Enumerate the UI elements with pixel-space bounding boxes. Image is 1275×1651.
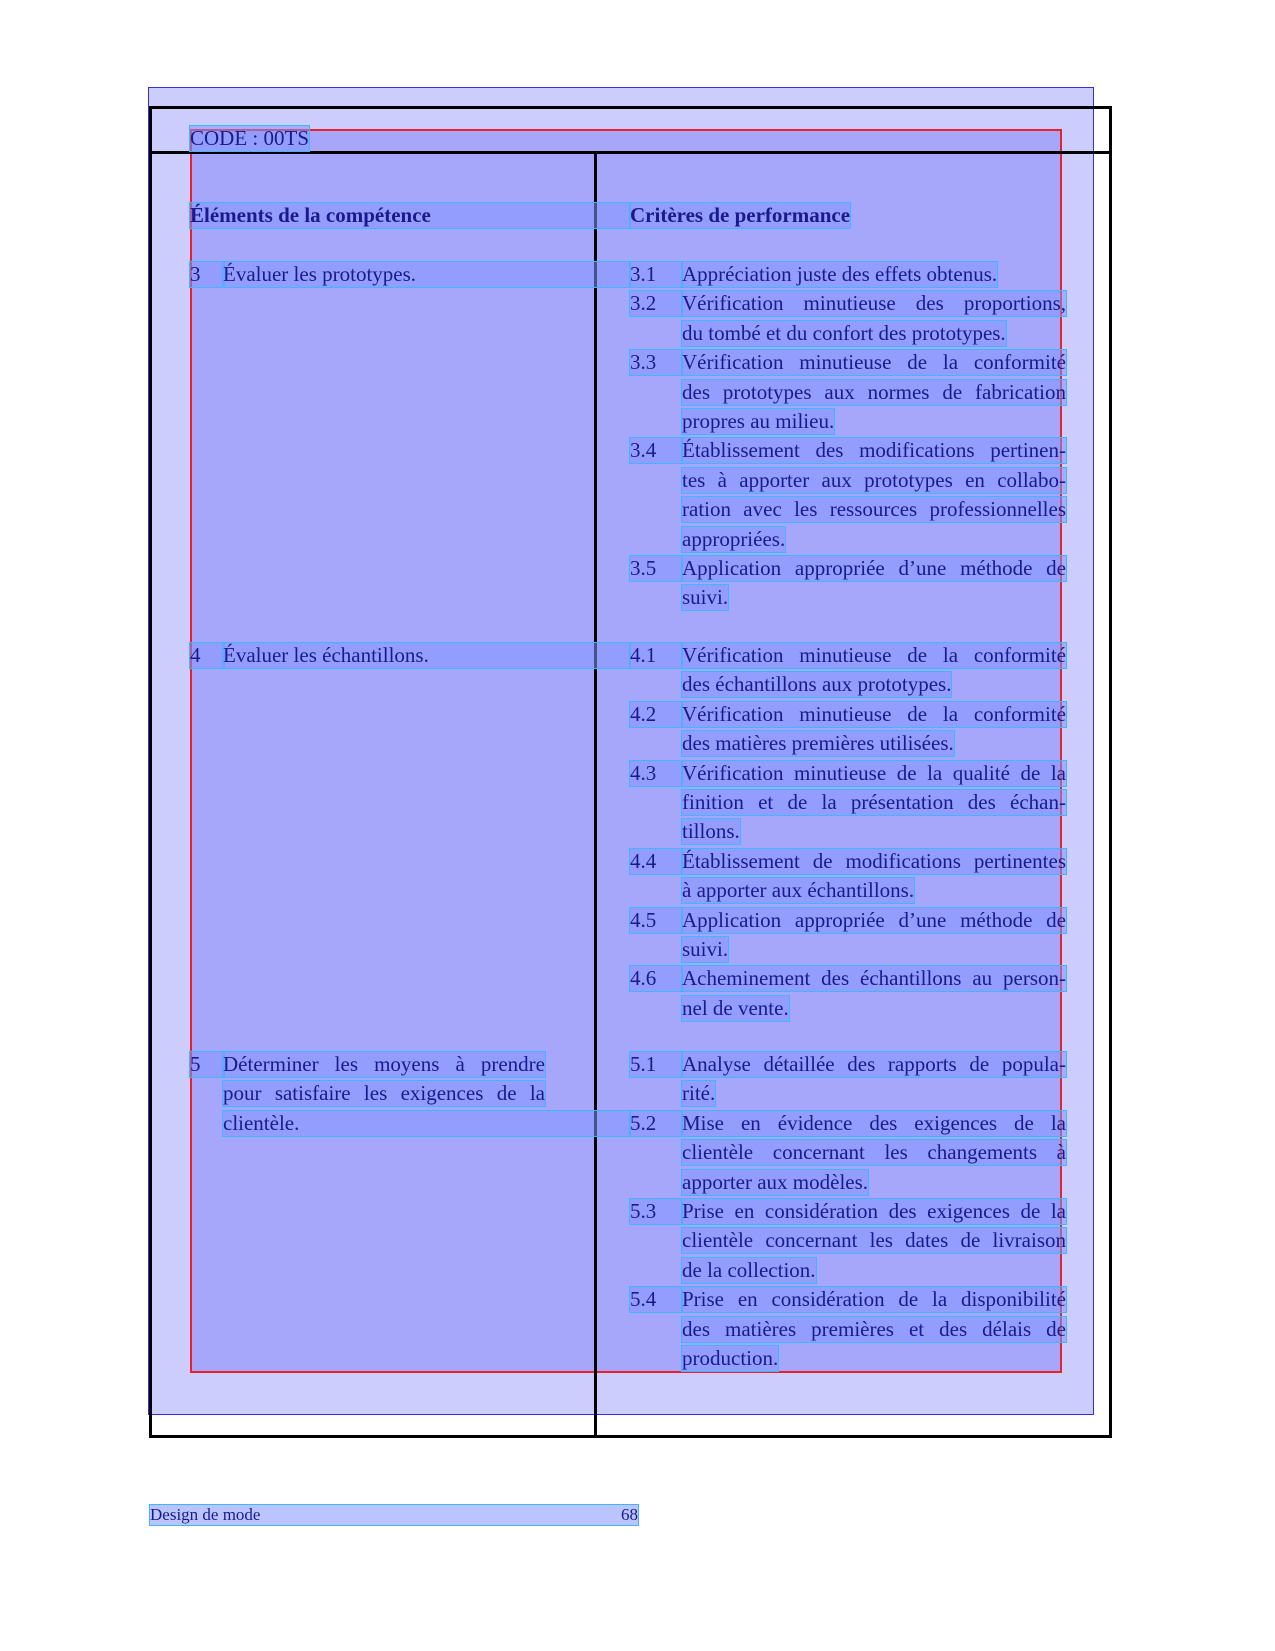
element-number: 5	[190, 1052, 224, 1077]
criterion-number: 5.2	[630, 1111, 682, 1136]
criterion-number: 3.4	[630, 438, 682, 463]
element-text: Évaluer les échantillons.	[223, 643, 630, 668]
criterion-number: 3.2	[630, 291, 682, 316]
criterion-number: 4.1	[630, 643, 682, 668]
criterion-text: apporter aux modèles.	[682, 1169, 869, 1194]
criterion-text: appropriées.	[682, 526, 786, 551]
criterion-text: finition et de la présentation des échan-	[682, 790, 1066, 814]
criterion-text: du tombé et du confort des prototypes.	[682, 320, 1006, 345]
element-number: 3	[190, 262, 224, 287]
criterion-number: 4.3	[630, 761, 682, 786]
criterion-text: Prise en considération de la disponibilité	[682, 1287, 1066, 1312]
criterion-number: 4.4	[630, 849, 682, 874]
criterion-text: de la collection.	[682, 1257, 816, 1282]
criterion-text: Établissement de modifications pertinentes	[682, 848, 1066, 873]
criterion-text: clientèle concernant les changements à	[682, 1140, 1066, 1165]
criterion-text: ration avec les ressources professionnelles	[682, 497, 1066, 522]
column-title-criteria: Critères de performance	[630, 203, 851, 227]
competency-code: CODE : 00TS	[190, 126, 310, 150]
criterion-text: tes à apporter aux prototypes en collabo-	[682, 467, 1066, 492]
criterion-number: 5.4	[630, 1287, 682, 1312]
criterion-number: 3.3	[630, 350, 682, 375]
criterion-text: clientèle concernant les dates de livraison	[682, 1228, 1066, 1253]
criterion-number: 3.1	[630, 262, 682, 287]
criterion-text: Application appropriée d’une méthode de	[682, 556, 1066, 580]
page-number: 68	[621, 1505, 638, 1524]
criterion-number: 4.2	[630, 702, 682, 727]
criterion-text: des matières premières utilisées.	[682, 731, 954, 756]
element-text: clientèle.	[223, 1111, 630, 1136]
element-text: Déterminer les moyens à prendre	[223, 1052, 545, 1076]
criterion-text: des échantillons aux prototypes.	[682, 672, 952, 697]
criterion-text: Analyse détaillée des rapports de popula-	[682, 1052, 1066, 1076]
criterion-text: Établissement des modifications pertinen-	[682, 438, 1066, 463]
element-text: Évaluer les prototypes.	[223, 262, 630, 287]
criterion-number: 5.3	[630, 1199, 682, 1224]
table-header-divider	[149, 151, 1112, 154]
criterion-number: 4.5	[630, 908, 682, 933]
footer-title: Design de mode	[150, 1505, 261, 1524]
criterion-text: à apporter aux échantillons.	[682, 878, 915, 903]
element-number: 4	[190, 643, 224, 668]
criterion-text: Vérification minutieuse de la conformité	[682, 701, 1066, 726]
criterion-text: suivi.	[682, 585, 729, 610]
criterion-number: 3.5	[630, 556, 682, 581]
criterion-text: Mise en évidence des exigences de la	[682, 1110, 1066, 1135]
criterion-number: 5.1	[630, 1052, 682, 1077]
criterion-text: Application appropriée d’une méthode de	[682, 907, 1066, 932]
criterion-text: Vérification minutieuse des proportions,	[682, 291, 1066, 316]
criterion-text: Prise en considération des exigences de la	[682, 1199, 1066, 1223]
criterion-text: Appréciation juste des effets obtenus.	[682, 262, 998, 286]
criterion-number: 4.6	[630, 966, 682, 991]
criterion-text: Vérification minutieuse de la conformité	[682, 350, 1066, 375]
criterion-text: propres au milieu.	[682, 409, 835, 433]
criterion-text: Vérification minutieuse de la conformité	[682, 643, 1066, 667]
criterion-text: nel de vente.	[682, 995, 789, 1020]
table-column-divider	[594, 151, 597, 1438]
criterion-text: Acheminement des échantillons au person-	[682, 966, 1066, 991]
criterion-text: des matières premières et des délais de	[682, 1316, 1066, 1341]
criterion-text: Vérification minutieuse de la qualité de la	[682, 760, 1066, 785]
criterion-text: rité.	[682, 1081, 716, 1106]
criterion-text: suivi.	[682, 937, 729, 961]
criterion-text: des prototypes aux normes de fabrication	[682, 379, 1066, 404]
element-text: pour satisfaire les exigences de la	[223, 1081, 545, 1106]
criterion-text: production.	[682, 1346, 779, 1370]
criterion-text: tillons.	[682, 819, 740, 844]
footer-bar	[150, 1505, 638, 1525]
column-title-elements: Éléments de la compétence	[190, 203, 630, 228]
